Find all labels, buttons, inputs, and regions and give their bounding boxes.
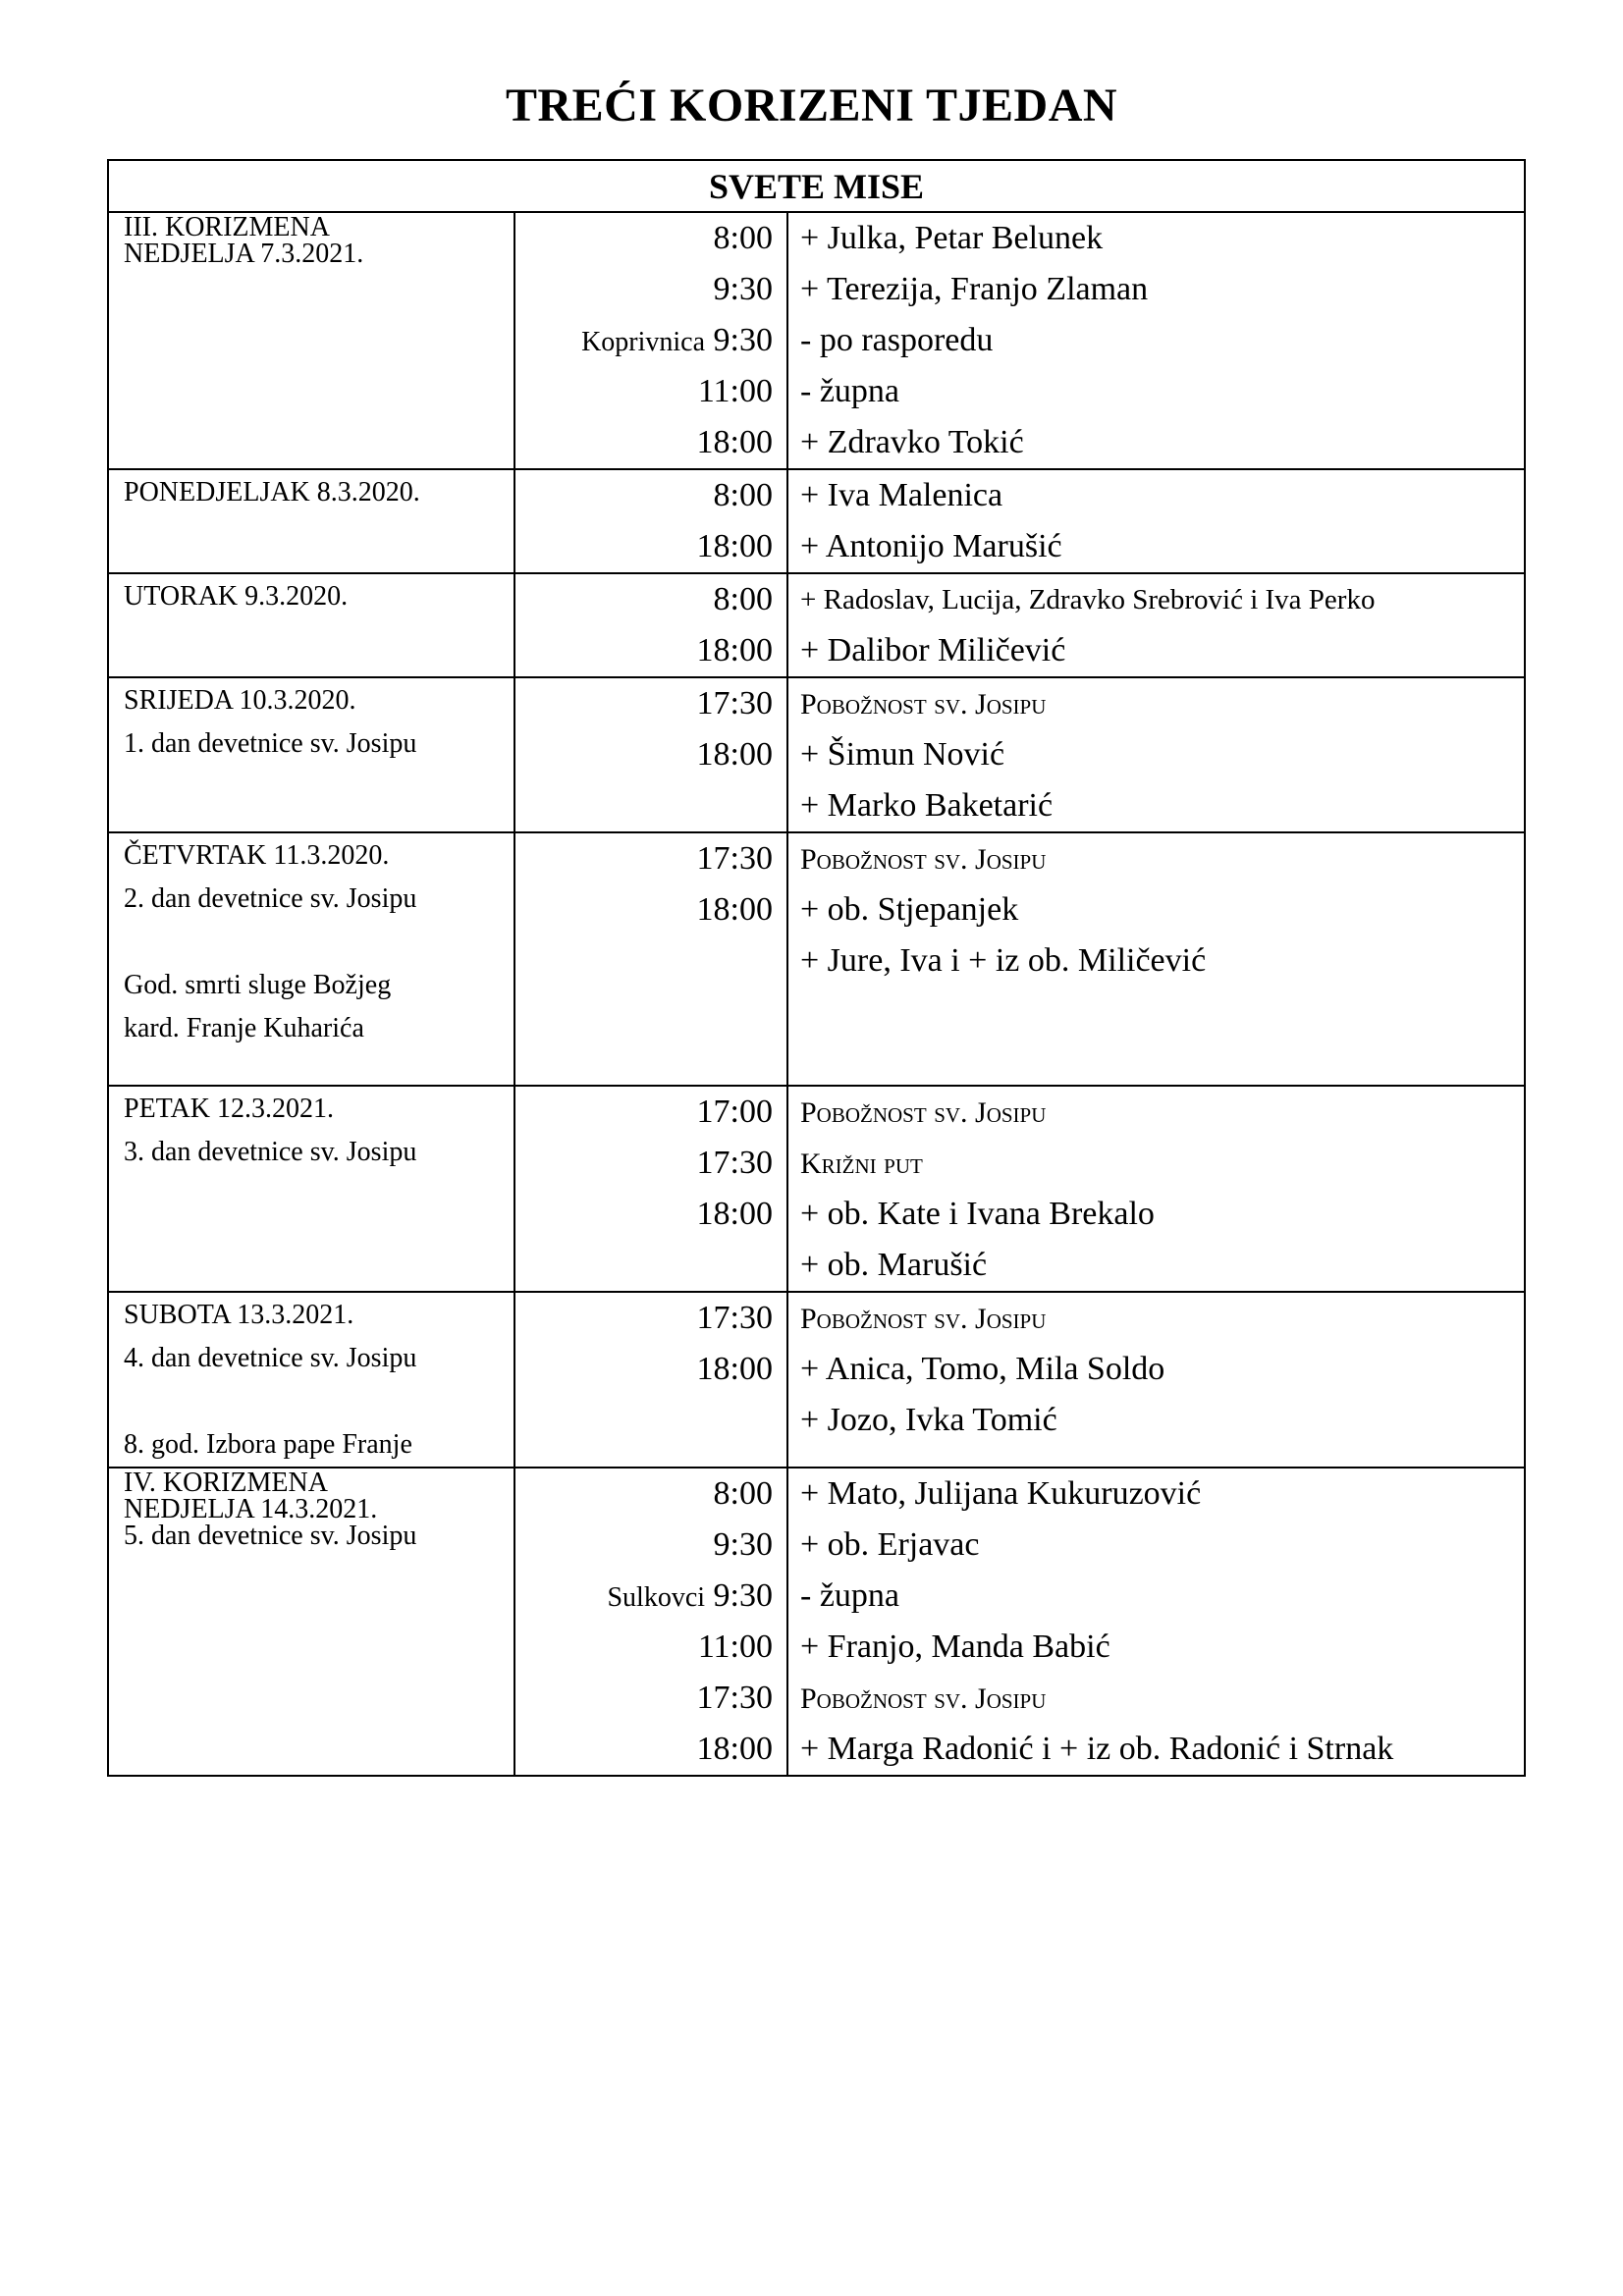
day-note: 3. dan devetnice sv. Josipu: [124, 1137, 417, 1167]
time-cell: [514, 212, 787, 469]
mass-time-line: [515, 884, 773, 935]
mass-time-line: [515, 935, 773, 987]
intention-line: [800, 417, 1524, 468]
day-row: [108, 212, 1525, 469]
intention-line: [800, 884, 1524, 935]
intention-line: [800, 1468, 1524, 1520]
mass-time-line: [515, 574, 773, 625]
intention-line: [800, 935, 1524, 987]
day-label: ČETVRTAK 11.3.2020.: [124, 840, 390, 871]
mass-intention: + Mato, Julijana Kukuruzović: [800, 1475, 1202, 1512]
intention-line: [800, 678, 1524, 729]
mass-time-line: [515, 625, 773, 676]
day-note: 2. dan devetnice sv. Josipu: [124, 883, 417, 914]
mass-time-line: [515, 1087, 773, 1138]
intention-line: [800, 1344, 1524, 1395]
mass-time: 11:00: [697, 1629, 773, 1665]
intention-line: [800, 625, 1524, 676]
intention-cell: [787, 469, 1525, 573]
day-cell: [108, 469, 514, 573]
mass-intention: + Zdravko Tokić: [800, 424, 1024, 460]
day-label: III. KORIZMENA: [124, 212, 330, 242]
mass-intention: + Jure, Iva i + iz ob. Miličević: [800, 942, 1207, 979]
day-row: [108, 832, 1525, 1086]
mass-time-line: [515, 315, 773, 366]
day-row: [108, 573, 1525, 677]
mass-intention: - župna: [800, 1577, 900, 1614]
intention-line: [800, 1622, 1524, 1673]
intention-line: [800, 366, 1524, 417]
table-header: SVETE MISE: [108, 160, 1525, 212]
day-cell: [108, 1468, 514, 1776]
mass-time-line: [515, 1189, 773, 1240]
mass-time-line: [515, 1240, 773, 1291]
time-cell: [514, 1468, 787, 1776]
mass-time: 8:00: [713, 220, 773, 256]
day-note: NEDJELJA 14.3.2021.: [124, 1494, 378, 1524]
mass-intention: + ob. Stjepanjek: [800, 891, 1019, 928]
day-cell: [108, 1086, 514, 1292]
intention-cell: [787, 1086, 1525, 1292]
intention-line: [800, 1395, 1524, 1446]
mass-time: 8:00: [713, 581, 773, 617]
intention-line: [800, 833, 1524, 884]
devotion-label: Pobožnost sv. Josipu: [800, 1303, 1047, 1335]
day-cell: [108, 573, 514, 677]
intention-line: [800, 1189, 1524, 1240]
table-header-row: [108, 160, 1525, 212]
day-note: 4. dan devetnice sv. Josipu: [124, 1343, 417, 1373]
day-row: [108, 677, 1525, 832]
day-label: SRIJEDA 10.3.2020.: [124, 685, 356, 716]
day-label: PETAK 12.3.2021.: [124, 1094, 334, 1124]
mass-intention: + Julka, Petar Belunek: [800, 220, 1104, 256]
mass-time-line: [515, 780, 773, 831]
mass-intention: - župna: [800, 373, 900, 409]
intention-line: [800, 1673, 1524, 1724]
mass-intention: + Marga Radonić i + iz ob. Radonić i Strnak: [800, 1731, 1394, 1767]
mass-time: 18:00: [696, 424, 773, 460]
mass-time-line: [515, 1724, 773, 1775]
mass-location: Koprivnica: [581, 327, 706, 357]
day-label: PONEDJELJAK 8.3.2020.: [124, 477, 420, 507]
day-note: God. smrti sluge Božjeg: [124, 970, 392, 1000]
mass-time: 18:00: [696, 1731, 773, 1767]
mass-time-line: [515, 417, 773, 468]
mass-time-line: [515, 833, 773, 884]
day-label: IV. KORIZMENA: [124, 1468, 328, 1498]
day-row: [108, 1468, 1525, 1776]
intention-line: [800, 1138, 1524, 1189]
devotion-label: Pobožnost sv. Josipu: [800, 688, 1047, 721]
mass-intention: + Antonijo Marušić: [800, 528, 1062, 564]
mass-time-line: [515, 678, 773, 729]
mass-time: 11:00: [697, 373, 773, 409]
intention-line: [800, 1520, 1524, 1571]
intention-cell: [787, 573, 1525, 677]
day-row: [108, 1292, 1525, 1468]
intention-line: [800, 729, 1524, 780]
day-cell: [108, 832, 514, 1086]
mass-time-line: [515, 521, 773, 572]
mass-intention: + Jozo, Ivka Tomić: [800, 1402, 1057, 1438]
mass-intention: + Marko Baketarić: [800, 787, 1054, 824]
mass-time-line: [515, 729, 773, 780]
time-cell: [514, 1292, 787, 1468]
intention-line: [800, 264, 1524, 315]
intention-cell: [787, 832, 1525, 1086]
day-cell: [108, 677, 514, 832]
intention-cell: [787, 1468, 1525, 1776]
mass-time: 18:00: [696, 1351, 773, 1387]
intention-cell: [787, 212, 1525, 469]
mass-time-line: [515, 1622, 773, 1673]
mass-time-line: [515, 1673, 773, 1724]
mass-time: 18:00: [696, 528, 773, 564]
mass-intention: - po rasporedu: [800, 322, 994, 358]
intention-line: [800, 780, 1524, 831]
intention-line: [800, 574, 1524, 625]
mass-time-line: [515, 1138, 773, 1189]
mass-intention: + Šimun Nović: [800, 736, 1005, 773]
intention-line: [800, 1087, 1524, 1138]
day-cell: [108, 212, 514, 469]
mass-intention: + ob. Kate i Ivana Brekalo: [800, 1196, 1155, 1232]
mass-intention: + Terezija, Franjo Zlaman: [800, 271, 1149, 307]
page-title: TREĆI KORIZENI TJEDAN: [505, 80, 1118, 132]
devotion-label: Pobožnost sv. Josipu: [800, 1682, 1047, 1715]
mass-time: 9:30: [713, 271, 773, 307]
mass-time: 17:30: [696, 685, 773, 721]
mass-intention: + Franjo, Manda Babić: [800, 1629, 1110, 1665]
mass-schedule-table: [107, 159, 1526, 1777]
day-note: 5. dan devetnice sv. Josipu: [124, 1521, 417, 1551]
intention-cell: [787, 677, 1525, 832]
day-row: [108, 469, 1525, 573]
mass-time: 18:00: [696, 891, 773, 928]
mass-time-line: [515, 1344, 773, 1395]
day-note: kard. Franje Kuharića: [124, 1013, 364, 1043]
intention-line: [800, 1571, 1524, 1622]
intention-cell: [787, 1292, 1525, 1468]
mass-intention: + Radoslav, Lucija, Zdravko Srebrović i Iva Perko: [800, 584, 1376, 615]
intention-line: [800, 315, 1524, 366]
time-cell: [514, 832, 787, 1086]
mass-time: 17:30: [696, 1145, 773, 1181]
intention-line: [800, 470, 1524, 521]
intention-line: [800, 1240, 1524, 1291]
day-label: SUBOTA 13.3.2021.: [124, 1300, 354, 1330]
day-label: UTORAK 9.3.2020.: [124, 581, 349, 612]
mass-time-line: [515, 1571, 773, 1622]
mass-time-line: [515, 213, 773, 264]
intention-line: [800, 1724, 1524, 1775]
mass-time: 17:30: [696, 1300, 773, 1336]
mass-intention: + ob. Marušić: [800, 1247, 988, 1283]
mass-intention: + Anica, Tomo, Mila Soldo: [800, 1351, 1165, 1387]
mass-intention: + Dalibor Miličević: [800, 632, 1066, 668]
mass-time: 17:00: [696, 1094, 773, 1130]
day-note: 1. dan devetnice sv. Josipu: [124, 728, 417, 759]
mass-time: 8:00: [713, 477, 773, 513]
mass-time-line: [515, 1520, 773, 1571]
devotion-label: Pobožnost sv. Josipu: [800, 1096, 1047, 1129]
mass-time-line: [515, 1293, 773, 1344]
devotion-label: Križni put: [800, 1148, 923, 1180]
day-row: [108, 1086, 1525, 1292]
mass-time-line: [515, 366, 773, 417]
mass-time: 8:00: [713, 1475, 773, 1512]
mass-time: 9:30: [713, 1577, 773, 1614]
mass-time-line: [515, 264, 773, 315]
mass-time-line: [515, 1395, 773, 1446]
intention-line: [800, 521, 1524, 572]
mass-time: 18:00: [696, 736, 773, 773]
mass-intention: + ob. Erjavac: [800, 1526, 980, 1563]
day-note: NEDJELJA 7.3.2021.: [124, 239, 364, 269]
mass-time: 18:00: [696, 632, 773, 668]
time-cell: [514, 677, 787, 832]
time-cell: [514, 573, 787, 677]
mass-time: 18:00: [696, 1196, 773, 1232]
devotion-label: Pobožnost sv. Josipu: [800, 843, 1047, 876]
mass-location: Sulkovci: [607, 1582, 706, 1613]
mass-time: 17:30: [696, 1680, 773, 1716]
mass-time: 17:30: [696, 840, 773, 877]
mass-intention: + Iva Malenica: [800, 477, 1003, 513]
day-note: 8. god. Izbora pape Franje: [124, 1429, 412, 1460]
intention-line: [800, 1293, 1524, 1344]
mass-time: 9:30: [713, 1526, 773, 1563]
day-cell: [108, 1292, 514, 1468]
intention-line: [800, 213, 1524, 264]
time-cell: [514, 469, 787, 573]
mass-time-line: [515, 470, 773, 521]
time-cell: [514, 1086, 787, 1292]
mass-time: 9:30: [713, 322, 773, 358]
mass-time-line: [515, 1468, 773, 1520]
